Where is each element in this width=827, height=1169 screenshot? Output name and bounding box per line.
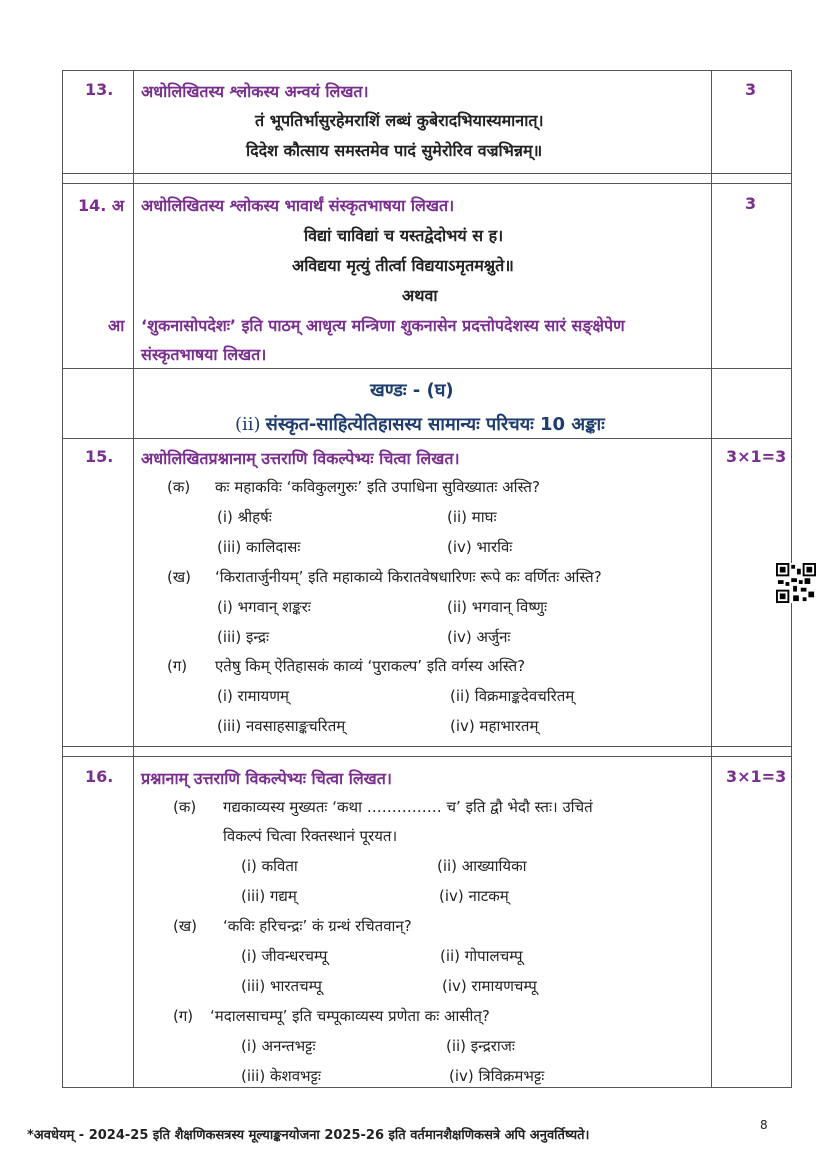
option: (iv) भारविः — [447, 538, 513, 556]
sub-question-text: एतेषु किम् ऐतिहासकं काव्यं ‘पुराकल्प’ इति वर्गस्य अस्ति? — [215, 657, 526, 675]
option: (iv) अर्जुनः — [447, 628, 511, 646]
sub-question-label: (क) — [167, 478, 191, 496]
question-instruction: प्रश्नानाम् उत्तराणि विकल्पेभ्यः चित्वा लिखत। — [141, 769, 392, 788]
sub-question-label: (ग) — [173, 1007, 194, 1025]
footer-note: *अवधेयम् - 2024-25 इति शैक्षणिकसत्रस्य मूल्याङ्कनयोजना 2025-26 इति वर्तमानशैक्षणिकसत्रे अपि अनुवर्तिष्यते। — [27, 1128, 590, 1143]
question-instruction: अधोलिखितस्य श्लोकस्य भावार्थं संस्कृतभाषया लिखत। — [141, 196, 455, 215]
sub-question-label: (ख) — [167, 568, 191, 586]
page-number: 8 — [760, 1118, 768, 1132]
alternative-question-line: ‘शुकनासोपदेशः’ इति पाठम् आधृत्य मन्त्रिणा शुकनासेन प्रदत्तोपदेशस्य सारं सङ्क्षेपेण — [141, 316, 625, 335]
row-divider — [63, 438, 791, 439]
question-instruction: अधोलिखितस्य श्लोकस्य अन्वयं लिखत। — [141, 82, 369, 101]
alternative-label: आ — [108, 316, 125, 335]
option: (i) भगवान् शङ्करः — [217, 598, 311, 616]
marks: 3×1=3 — [726, 447, 787, 466]
option: (iii) नवसाहसाङ्कचरितम् — [217, 717, 346, 735]
verse-line: विद्यां चाविद्यां च यस्तद्वेदोभयं स ह। — [304, 226, 504, 245]
column-divider — [133, 71, 134, 1087]
sub-question-text: ‘कविः हरिचन्द्रः’ कं ग्रन्थं रचितवान्? — [223, 917, 412, 935]
verse-line: तं भूपतिर्भासुरहेमराशिं लब्धं कुबेरादभियास्यमानात्। — [255, 111, 544, 130]
column-divider — [711, 71, 712, 1087]
sub-question-text: ‘मदालसाचम्पू’ इति चम्पूकाव्यस्य प्रणेता कः आसीत्? — [210, 1007, 490, 1025]
option: (i) कविता — [241, 857, 298, 875]
option: (iv) रामायणचम्पू — [442, 977, 537, 995]
qr-code-icon — [776, 563, 816, 603]
row-divider — [63, 756, 791, 757]
option: (ii) विक्रमाङ्कदेवचरितम् — [450, 687, 575, 705]
marks: 3 — [745, 194, 757, 213]
option: (ii) गोपालचम्पू — [440, 947, 523, 965]
question-instruction: अधोलिखितप्रश्नानाम् उत्तराणि विकल्पेभ्यः चित्वा लिखत। — [141, 449, 460, 468]
row-divider — [63, 173, 791, 174]
option: (i) रामायणम् — [217, 687, 290, 705]
sub-question-text: गद्यकाव्यस्य मुख्यतः ‘कथा …………… च’ इति द्वौ भेदौ स्तः। उचितं — [223, 798, 593, 816]
option: (iii) गद्यम् — [241, 887, 297, 905]
option: (i) अनन्तभट्टः — [241, 1037, 316, 1055]
question-number: 13. — [85, 80, 114, 99]
option: (i) जीवन्धरचम्पू — [241, 947, 328, 965]
option: (iv) महाभारतम् — [450, 717, 539, 735]
sub-question-label: (ख) — [173, 917, 197, 935]
sub-question-text: कः महाकविः ‘कविकुलगुरुः’ इति उपाधिना सुविख्यातः अस्ति? — [215, 478, 540, 496]
sub-question-label: (ग) — [167, 657, 188, 675]
question-number: 14. अ — [78, 196, 125, 215]
section-title: खण्डः - (घ) — [370, 380, 454, 401]
alternative-question-line: संस्कृतभाषया लिखत। — [141, 345, 267, 364]
row-divider — [63, 746, 791, 747]
sub-question-label: (क) — [173, 798, 197, 816]
sub-question-text: ‘किरातार्जुनीयम्’ इति महाकाव्ये किरातवेषधारिणः रूपे कः वर्णितः अस्ति? — [215, 568, 602, 586]
question-number: 15. — [85, 447, 114, 466]
question-number: 16. — [85, 767, 114, 786]
section-subtitle-text: संस्कृत-साहित्येतिहासस्य सामान्यः परिचयः 10 अङ्काः — [265, 414, 605, 435]
option: (iii) केशवभट्टः — [241, 1067, 321, 1085]
sub-question-text: विकल्पं चित्वा रिक्तस्थानं पूरयत। — [223, 827, 398, 845]
marks: 3×1=3 — [726, 767, 787, 786]
section-sub-prefix: (ii) — [235, 414, 261, 435]
row-divider — [63, 183, 791, 184]
row-divider — [63, 368, 791, 369]
option: (ii) आख्यायिका — [437, 857, 527, 875]
option: (iv) त्रिविक्रमभट्टः — [449, 1067, 545, 1085]
marks: 3 — [745, 80, 757, 99]
option: (iii) इन्द्रः — [217, 628, 269, 646]
option: (ii) भगवान् विष्णुः — [447, 598, 548, 616]
option: (ii) इन्द्रराजः — [446, 1037, 515, 1055]
option: (iii) कालिदासः — [217, 538, 301, 556]
option: (i) श्रीहर्षः — [217, 508, 272, 526]
section-subtitle — [235, 412, 605, 436]
verse-line: अविद्यया मृत्युं तीर्त्वा विद्ययाऽमृतमश्नुते॥ — [292, 256, 514, 275]
option: (ii) माघः — [447, 508, 497, 526]
or-separator: अथवा — [402, 286, 438, 305]
option: (iv) नाटकम् — [439, 887, 509, 905]
option: (iii) भारतचम्पू — [241, 977, 322, 995]
verse-line: दिदेश कौत्साय समस्तमेव पादं सुमेरोरिव वज्रभिन्नम्॥ — [246, 141, 543, 160]
